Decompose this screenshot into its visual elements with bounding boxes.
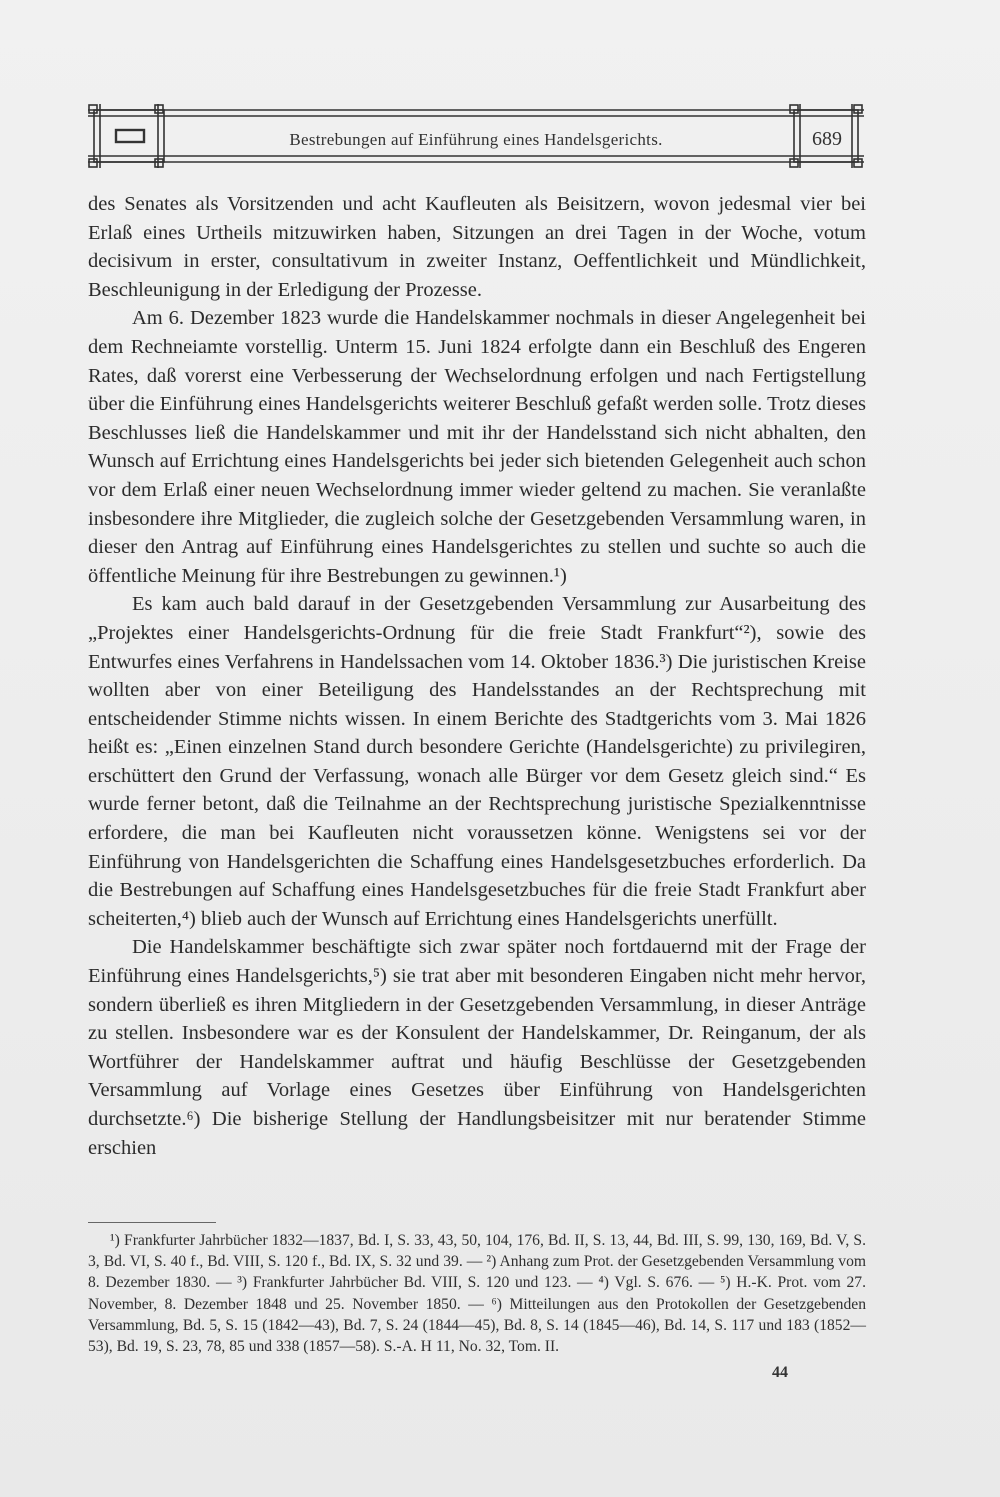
footnotes [88, 1230, 866, 1357]
printer-signature-mark: 44 [772, 1364, 788, 1381]
footnote-divider [88, 1222, 216, 1223]
footnote-text: ¹) Frankfurter Jahrbücher 1832—1837, Bd. I, S. 33, 43, 50, 104, 176, Bd. II, S. 13, 44, Bd. III, S. 99, 130, 169, Bd. V, S. 3, Bd. VI, S. 40 f., Bd. VIII, S. 120 f., Bd. IX, S. 32 und 39. — ²) Anhang zum Prot. der Gesetzgebenden Versammlung vom 8. Dezember 1830. — ³) Frankfurter Jahrbücher Bd. VIII, S. 120 und 123. — ⁴) Vgl. S. 676. — ⁵) H.-K. Prot. vom 27. November, 8. Dezember 1848 und 25. November 1850. — ⁶) Mitteilungen aus den Protokollen der Gesetzgebenden Versammlung, Bd. 5, S. 15 (1842—43), Bd. 7, S. 24 (1844—45), Bd. 8, S. 14 (1845—46), Bd. 14, S. 117 und 183 (1852—53), Bd. 19, S. 23, 78, 85 und 338 (1857—58). S.-A. H 11, No. 32, Tom. II. [88, 1232, 866, 1356]
paragraph: Es kam auch bald darauf in der Gesetzgebenden Versammlung zur Ausarbeitung des „Projektes einer Handelsgerichts-Ordnung für die freie Stadt Frankfurt“²), sowie des Entwurfes eines Verfahrens in Handelssachen vom 14. Oktober 1836.³) Die juristischen Kreise wollten aber von einer Beteiligung des Handelsstandes an der Rechtsprechung mit entscheidender Stimme nichts wissen. In einem Berichte des Stadtgerichts vom 3. Mai 1826 heißt es: „Einen einzelnen Stand durch besondere Gerichte (Handelsgerichte) zu privilegiren, erschüttert den Grund der Verfassung, wonach alle Bürger vor dem Gesetz gleich sind.“ Es wurde ferner betont, daß die Teilnahme an der Rechtsprechung juristische Spezialkenntnisse erfordere, die man bei Kaufleuten nicht voraussetzen könne. Wenigstens sei vor der Einführung von Handelsgerichten die Schaffung eines Handelsgesetzbuches erforderlich. Da die Bestrebungen auf Schaffung eines Handelsgesetzbuches für die freie Stadt Frankfurt aber scheiterten,⁴) blieb auch der Wunsch auf Errichtung eines Handelsgerichts unerfüllt. [88, 593, 866, 930]
running-header-title: Bestrebungen auf Einführung eines Handelsgerichts. [289, 130, 663, 149]
paragraph: Die Handelskammer beschäftigte sich zwar später noch fortdauernd mit der Frage der Einführung eines Handelsgerichts,⁵) sie trat aber mit besonderen Eingaben nicht mehr hervor, sondern überließ es ihren Mitgliedern in der Gesetzgebenden Versammlung, in dieser Anträge zu stellen. Insbesondere war es der Konsulent der Handelskammer, Dr. Reinganum, der als Wortführer der Handelskammer auftrat und häufig Beschlüsse der Gesetzgebenden Versammlung auf Vorlage eines Gesetzes über Einführung von Handelsgerichten durchsetzte.⁶) Die bisherige Stellung der Handlungsbeisitzer mit nur beratender Stimme erschien [88, 936, 866, 1159]
main-text [88, 190, 866, 1162]
paragraph: Am 6. Dezember 1823 wurde die Handelskammer nochmals in dieser Angelegenheit bei dem Rechneiamte vorstellig. Unterm 15. Juni 1824 erfolgte dann ein Beschluß des Engeren Rates, daß vorerst eine Verbesserung der Wechselordnung erfolgen und nach Fertigstellung über die Einführung eines Handelsgerichts weiterer Beschluß gefaßt werden solle. Trotz dieses Beschlusses ließ die Handelskammer und mit ihr der Handelsstand sich nicht abhalten, den Wunsch auf Errichtung eines Handelsgerichts bei jeder sich bietenden Gelegenheit auch schon vor dem Erlaß einer neuen Wechselordnung immer wieder geltend zu machen. Sie veranlaßte insbesondere ihre Mitglieder, die zugleich solche der Gesetzgebenden Versammlung waren, in dieser den Antrag auf Einführung eines Handelsgerichtes zu stellen und suchte so auch die öffentliche Meinung für ihre Bestrebungen zu gewinnen.¹) [88, 307, 866, 587]
page-number: 689 [812, 128, 842, 150]
paragraph: des Senates als Vorsitzenden und acht Kaufleuten als Beisitzern, wovon jedesmal vier bei Erlaß eines Urtheils mitzuwirken haben, Sitzungen an drei Tagen in der Woche, votum decisivum in erster, consultativum in zweiter Instanz, Oeffentlichkeit und Mündlichkeit, Beschleunigung in der Erledigung der Prozesse. [88, 193, 866, 301]
